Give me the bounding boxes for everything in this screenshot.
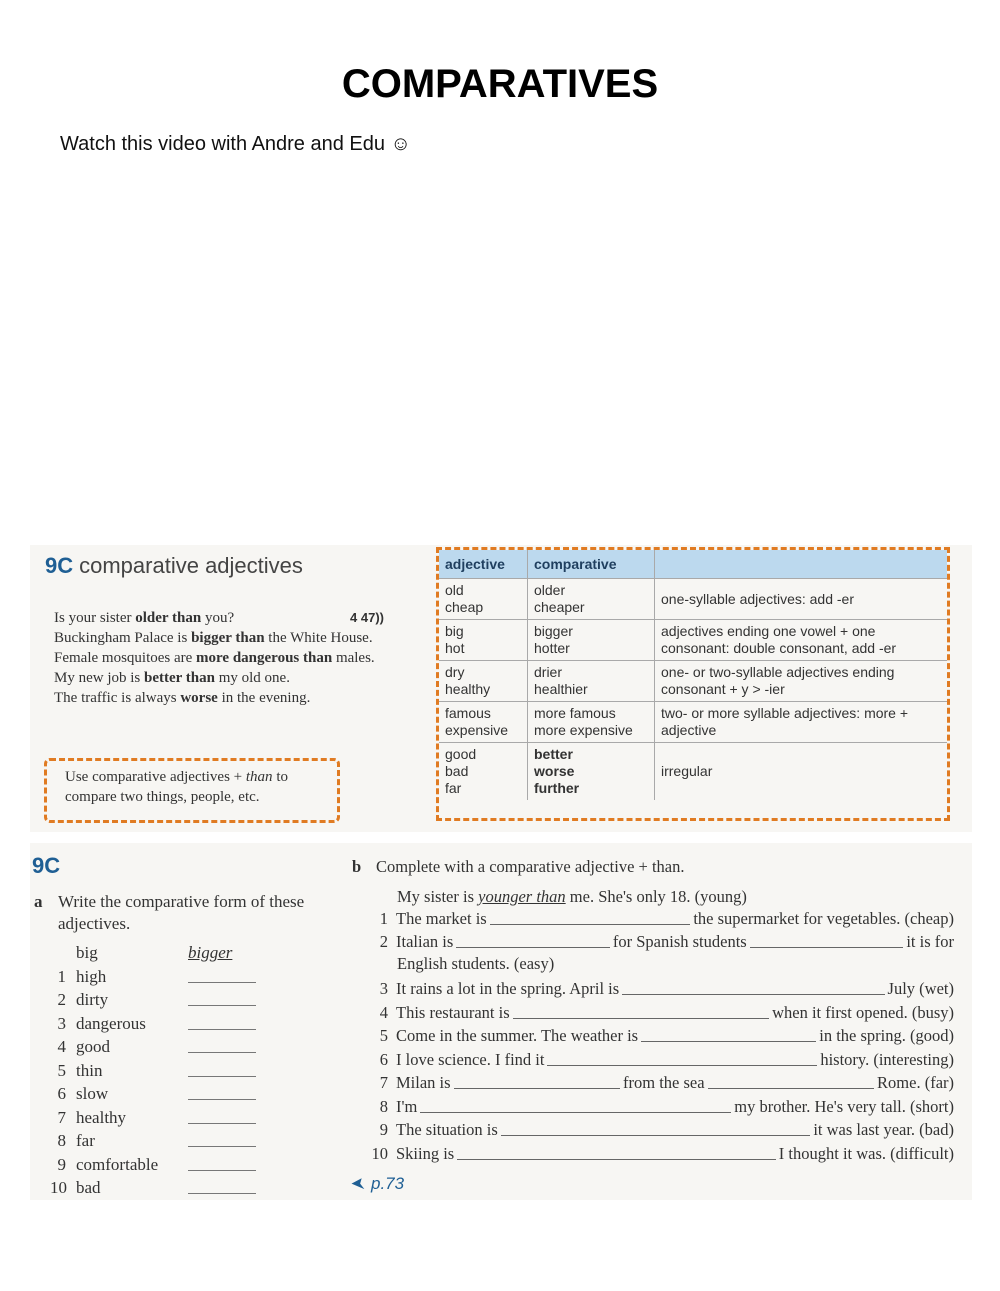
table-row: dry healthy drier healthier one- or two-syllable adjectives ending consonant + y > -ier (439, 661, 947, 702)
example-sentence: Female mosquitoes are more dangerous than males. (54, 650, 375, 666)
example-sentence: My new job is better than my old one. (54, 670, 290, 686)
answer-blank[interactable] (188, 982, 256, 983)
answer-blank[interactable] (188, 1123, 256, 1124)
list-item: 3 It rains a lot in the spring. April is July (wet) (379, 979, 954, 998)
example-sentence: Buckingham Palace is bigger than the White House. (54, 630, 373, 646)
exercise-section-number: 9C (32, 853, 61, 878)
answer-blank[interactable] (501, 1134, 811, 1136)
table-header (655, 550, 948, 579)
part-b-example: My sister is younger than me. She's only 18. (young) (397, 887, 747, 906)
list-item: 5 Come in the summer. The weather is in the spring. (good) (379, 1026, 954, 1045)
list-item: 6 I love science. I find it history. (interesting) (379, 1050, 954, 1069)
list-item: big bigger (76, 943, 233, 962)
grammar-section-number: 9C (45, 553, 74, 578)
answer-blank[interactable] (454, 1087, 620, 1089)
grammar-heading (45, 553, 303, 579)
list-item-continuation: English students. (easy) (397, 954, 555, 973)
answer-blank[interactable] (513, 1017, 769, 1019)
list-item: 2 Italian is for Spanish students it is for (379, 932, 955, 951)
answer-blank[interactable] (188, 1029, 256, 1030)
audio-icon[interactable]: 4 47)) (350, 610, 384, 625)
example-sentence: The traffic is always worse in the evening. (54, 690, 311, 706)
table-row: big hot bigger hotter adjectives ending one vowel + one consonant: double consonant, add -er (439, 620, 947, 661)
list-item: 5 thin (50, 1061, 290, 1085)
list-item: 4 This restaurant is when it first opened. (busy) (379, 1003, 954, 1022)
exercise-panel (30, 843, 972, 1200)
list-item: 6 slow (50, 1084, 290, 1108)
part-b-instruction: b Complete with a comparative adjective + than. (352, 857, 685, 876)
page-reference[interactable]: ➤ p.73 (352, 1174, 405, 1193)
list-item: 2 dirty (50, 990, 290, 1014)
answer-blank[interactable] (708, 1087, 874, 1089)
answer-blank[interactable] (188, 1076, 256, 1077)
grammar-section-title: comparative adjectives (79, 553, 303, 578)
table-header: comparative (528, 550, 655, 579)
arrow-left-icon: ➤ (352, 1174, 367, 1193)
list-item: 1 The market is the supermarket for vegetables. (cheap) (379, 909, 954, 928)
answer-blank[interactable] (641, 1040, 816, 1042)
table-row: old cheap older cheaper one-syllable adjectives: add -er (439, 579, 947, 620)
list-item: 3 dangerous (50, 1014, 290, 1038)
grammar-panel (30, 545, 972, 832)
list-item: 8 far (50, 1131, 290, 1155)
part-a-instruction: a Write the comparative form of these adjectives. (34, 892, 305, 933)
page-title: COMPARATIVES (341, 62, 659, 106)
list-item: 1 high (50, 967, 290, 991)
video-instruction: Watch this video with Andre and Edu ☺ (60, 133, 411, 155)
list-item: 7 healthy (50, 1108, 290, 1132)
part-b-items (352, 857, 962, 1177)
grammar-examples (54, 608, 384, 708)
answer-blank[interactable] (420, 1111, 731, 1113)
answer-blank[interactable] (188, 1170, 256, 1171)
answer-blank[interactable] (188, 1052, 256, 1053)
answer-blank[interactable] (750, 946, 904, 948)
answer-blank[interactable] (456, 946, 610, 948)
list-item: 9 comfortable (50, 1155, 290, 1179)
table-row: good bad far better worse further irregular (439, 743, 947, 801)
answer-blank[interactable] (188, 1099, 256, 1100)
list-item: 10 Skiing is I thought it was. (difficult) (371, 1144, 954, 1163)
example-sentence: Is your sister older than you? 4 47)) (54, 610, 384, 626)
answer-blank[interactable] (188, 1193, 256, 1194)
answer-blank[interactable] (622, 993, 884, 995)
comparative-table-box (436, 547, 950, 821)
answer-blank[interactable] (188, 1005, 256, 1006)
list-item: 10 bad (50, 1178, 290, 1202)
grammar-note: Use comparative adjectives + than to compare two things, people, etc. (44, 758, 340, 823)
comparative-table (439, 550, 947, 800)
table-row: famous expensive more famous more expensive two- or more syllable adjectives: more + adjective (439, 702, 947, 743)
list-item: 4 good (50, 1037, 290, 1061)
answer-blank[interactable] (188, 1146, 256, 1147)
answer-blank[interactable] (490, 923, 691, 925)
part-a-list (50, 943, 290, 1202)
list-item: 7 Milan is from the sea Rome. (far) (379, 1073, 955, 1092)
answer-blank[interactable] (547, 1064, 817, 1066)
answer-blank[interactable] (457, 1158, 776, 1160)
list-item: 8 I'm my brother. He's very tall. (short) (379, 1097, 954, 1116)
table-header: adjective (439, 550, 528, 579)
list-item: 9 The situation is it was last year. (bad) (379, 1120, 954, 1139)
